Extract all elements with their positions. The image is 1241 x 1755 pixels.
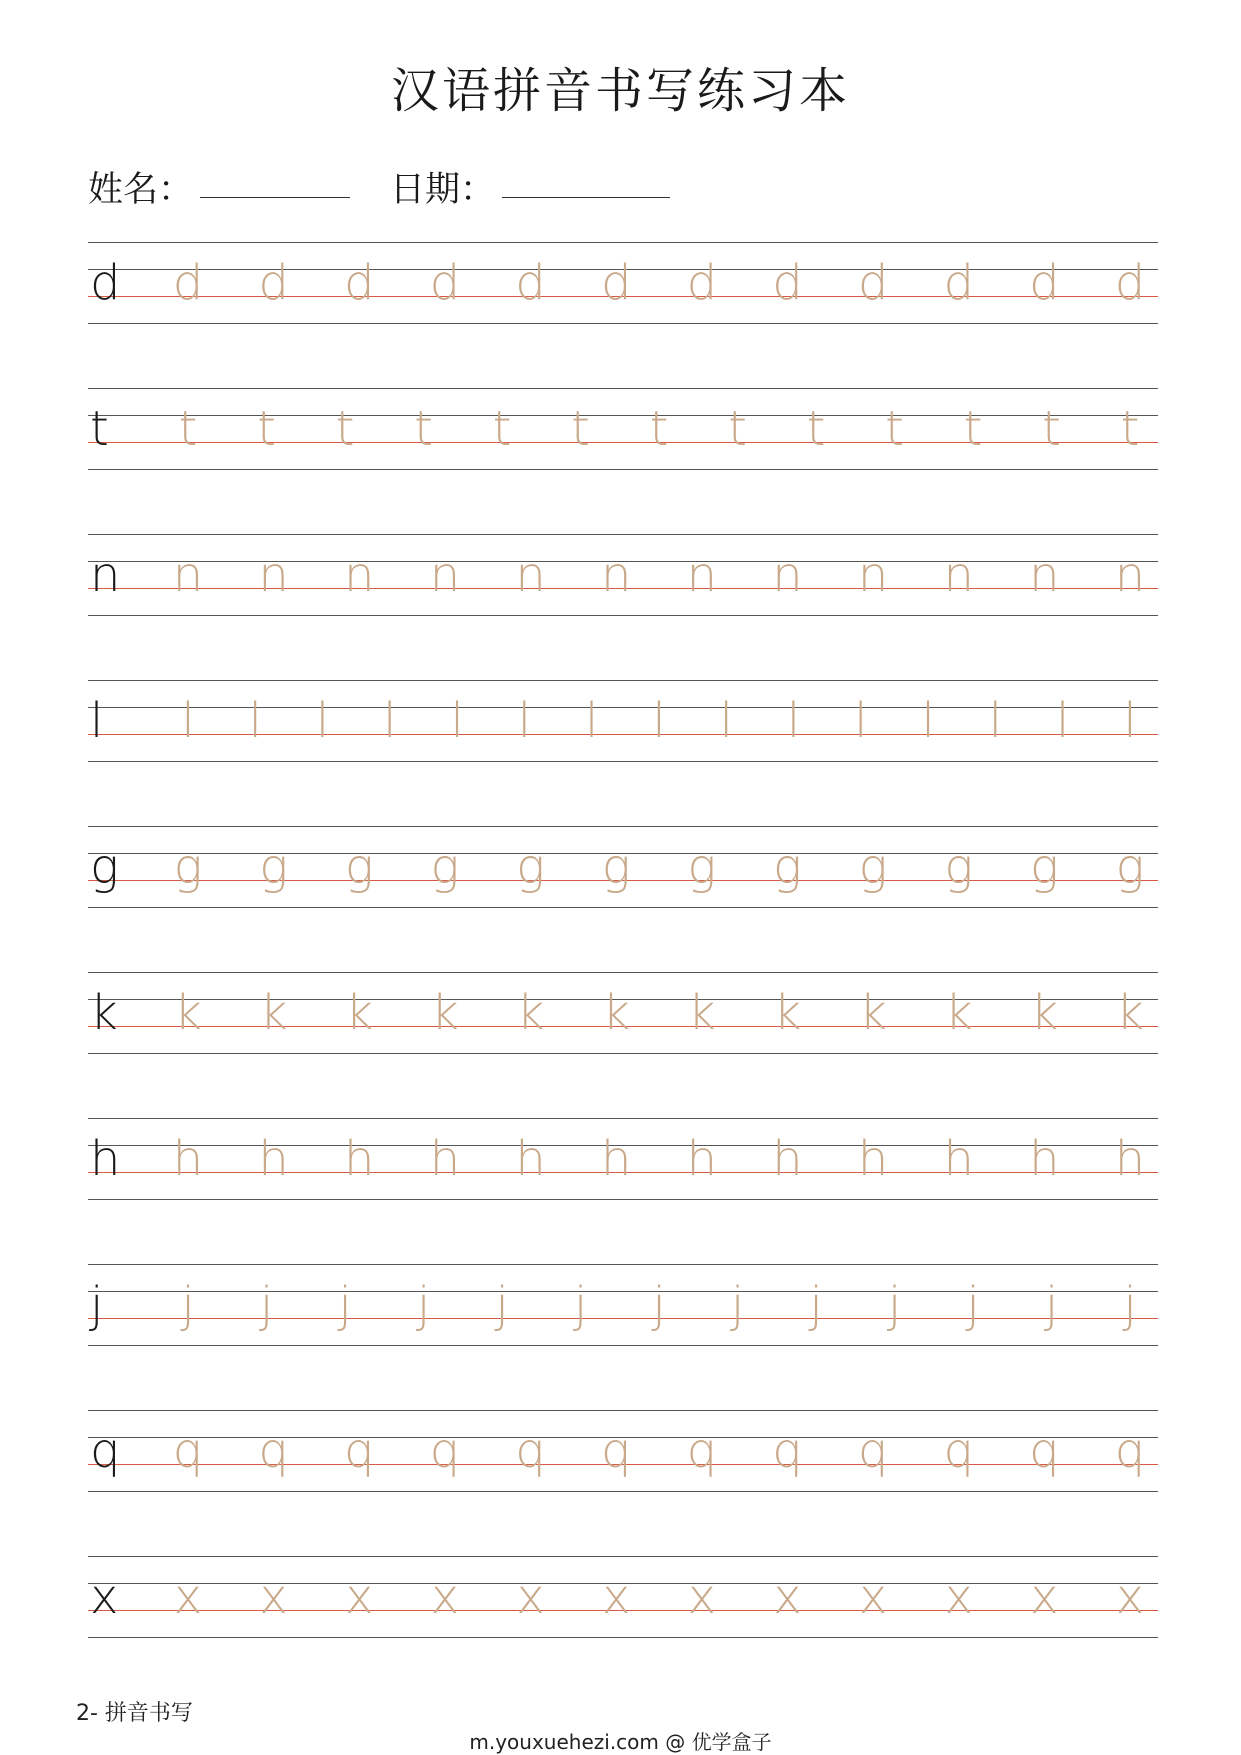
model-letter: d — [90, 255, 121, 311]
trace-letter: k — [431, 985, 459, 1041]
trace-letter: l — [652, 693, 666, 749]
practice-row — [88, 1118, 1158, 1200]
trace-letter: q — [686, 1423, 718, 1479]
trace-letter: t — [963, 401, 983, 457]
trace-letter: t — [178, 401, 198, 457]
trace-letter: x — [1030, 1569, 1059, 1625]
trace-letter: t — [414, 401, 433, 457]
practice-row — [88, 242, 1158, 324]
trace-letter: x — [858, 1569, 888, 1625]
model-letter: k — [90, 985, 118, 1041]
trace-letter: n — [1029, 547, 1060, 603]
trace-letter: x — [944, 1569, 973, 1625]
trace-letter: x — [516, 1569, 545, 1625]
trace-letter: q — [943, 1423, 974, 1479]
trace-letter: h — [600, 1131, 632, 1187]
trace-letter: k — [259, 985, 288, 1041]
trace-letter: n — [172, 547, 204, 603]
trace-letter: l — [988, 693, 1003, 749]
trace-letter: j — [1044, 1277, 1059, 1333]
trace-letter: h — [857, 1131, 889, 1187]
trace-letter: q — [172, 1423, 204, 1479]
trace-letter: h — [943, 1131, 974, 1187]
trace-letter: n — [686, 547, 718, 603]
trace-letter: q — [1029, 1423, 1060, 1479]
trace-letter: l — [1056, 693, 1070, 749]
trace-letter: l — [450, 693, 464, 749]
trace-letter: h — [515, 1131, 546, 1187]
trace-letter: d — [772, 255, 803, 311]
trace-letter: g — [173, 839, 203, 895]
name-label: 姓名： — [88, 170, 194, 210]
trace-letter: t — [257, 401, 276, 457]
model-letter: x — [90, 1569, 119, 1625]
trace-letter: k — [516, 985, 545, 1041]
trace-letter: l — [585, 693, 599, 749]
model-letter: h — [90, 1131, 121, 1187]
trace-letter: d — [686, 255, 718, 311]
trace-letter: n — [943, 547, 974, 603]
trace-letter: g — [858, 839, 888, 895]
guide-line-bottom — [88, 469, 1158, 470]
trace-letter: q — [1114, 1423, 1146, 1479]
name-blank-line[interactable] — [200, 197, 350, 198]
trace-letter: n — [258, 547, 289, 603]
trace-letter: k — [345, 985, 374, 1041]
trace-letter: j — [730, 1277, 745, 1333]
trace-letter: h — [1114, 1131, 1146, 1187]
trace-letter: g — [430, 839, 460, 895]
page-label: 2- 拼音书写 — [76, 1701, 193, 1726]
trace-letter: x — [173, 1569, 203, 1625]
model-letter: g — [90, 839, 119, 895]
trace-letter: h — [429, 1131, 461, 1187]
trace-letter: d — [857, 255, 889, 311]
trace-letter: d — [429, 255, 461, 311]
trace-letter: l — [786, 693, 801, 749]
trace-letter: d — [258, 255, 289, 311]
trace-letter: h — [344, 1131, 375, 1187]
model-letter: n — [90, 547, 121, 603]
trace-letter: g — [601, 839, 631, 895]
trace-letter: k — [687, 985, 716, 1041]
date-label: 日期： — [390, 170, 496, 210]
trace-letter: x — [345, 1569, 374, 1625]
trace-letter: n — [515, 547, 546, 603]
trace-letter: l — [248, 693, 262, 749]
trace-letter: n — [344, 547, 375, 603]
trace-letter: l — [854, 693, 868, 749]
practice-row — [88, 826, 1158, 908]
trace-letter: x — [259, 1569, 288, 1625]
trace-letter: j — [966, 1277, 980, 1333]
trace-letter: h — [1029, 1131, 1060, 1187]
page-title: 汉语拼音书写练习本 — [390, 63, 850, 119]
trace-letter: d — [172, 255, 204, 311]
trace-letter: l — [1123, 693, 1137, 749]
trace-letter: n — [600, 547, 632, 603]
trace-letter: j — [1123, 1277, 1137, 1333]
trace-letter: l — [383, 693, 397, 749]
model-letter: j — [90, 1277, 104, 1333]
trace-letter: d — [344, 255, 375, 311]
trace-letter: k — [1030, 985, 1059, 1041]
trace-letter: j — [495, 1277, 509, 1333]
trace-letter: t — [649, 401, 669, 457]
trace-letter: d — [943, 255, 974, 311]
practice-row — [88, 680, 1158, 762]
trace-letter: k — [859, 985, 887, 1041]
trace-letter: q — [857, 1423, 889, 1479]
trace-letter: t — [806, 401, 826, 457]
trace-letter: d — [600, 255, 632, 311]
trace-letter: l — [921, 693, 935, 749]
guide-line-top — [88, 1264, 1158, 1265]
trace-letter: g — [687, 839, 717, 895]
trace-letter: g — [1115, 839, 1145, 895]
guide-line-base — [88, 442, 1158, 443]
trace-letter: g — [944, 839, 974, 895]
trace-letter: l — [181, 693, 195, 749]
trace-letter: k — [773, 985, 802, 1041]
guide-line-base — [88, 1318, 1158, 1319]
guide-line-upper — [88, 1291, 1158, 1292]
trace-letter: l — [719, 693, 733, 749]
trace-letter: j — [338, 1277, 352, 1333]
trace-letter: j — [181, 1277, 195, 1333]
trace-letter: x — [430, 1569, 460, 1625]
trace-letter: g — [259, 839, 289, 895]
trace-letter: g — [344, 839, 374, 895]
trace-letter: h — [772, 1131, 803, 1187]
trace-letter: j — [416, 1277, 431, 1333]
trace-letter: x — [773, 1569, 802, 1625]
trace-letter: k — [944, 985, 973, 1041]
trace-letter: k — [602, 985, 631, 1041]
trace-letter: j — [573, 1277, 588, 1333]
trace-letter: k — [1116, 985, 1144, 1041]
trace-letter: j — [809, 1277, 823, 1333]
guide-line-bottom — [88, 1345, 1158, 1346]
trace-letter: q — [258, 1423, 289, 1479]
trace-letter: d — [1029, 255, 1060, 311]
trace-letter: t — [728, 401, 747, 457]
trace-letter: x — [687, 1569, 717, 1625]
trace-letter: n — [429, 547, 461, 603]
trace-letter: t — [571, 401, 590, 457]
trace-letter: g — [773, 839, 802, 895]
practice-row — [88, 534, 1158, 616]
trace-letter: t — [335, 401, 355, 457]
practice-row — [88, 972, 1158, 1054]
practice-row — [88, 388, 1158, 470]
practice-row — [88, 1264, 1158, 1346]
trace-letter: x — [601, 1569, 631, 1625]
model-letter: q — [90, 1423, 121, 1479]
trace-letter: j — [259, 1277, 274, 1333]
trace-letter: n — [1114, 547, 1146, 603]
trace-letter: h — [172, 1131, 204, 1187]
trace-letter: d — [515, 255, 546, 311]
trace-letter: h — [258, 1131, 289, 1187]
model-letter: l — [90, 693, 104, 749]
trace-letter: l — [315, 693, 330, 749]
trace-letter: h — [686, 1131, 718, 1187]
trace-letter: q — [772, 1423, 803, 1479]
model-letter: t — [90, 401, 109, 457]
site-credit: m.youxuehezi.com @ 优学盒子 — [469, 1730, 772, 1754]
practice-row — [88, 1556, 1158, 1638]
trace-letter: t — [492, 401, 512, 457]
trace-letter: d — [1114, 255, 1146, 311]
trace-letter: x — [1115, 1569, 1145, 1625]
guide-line-upper — [88, 415, 1158, 416]
trace-letter: k — [174, 985, 202, 1041]
trace-letter: n — [772, 547, 803, 603]
trace-letter: j — [652, 1277, 666, 1333]
trace-letter: q — [600, 1423, 632, 1479]
practice-row — [88, 1410, 1158, 1492]
trace-letter: t — [885, 401, 904, 457]
trace-letter: j — [887, 1277, 902, 1333]
trace-letter: g — [1029, 839, 1059, 895]
trace-letter: t — [1120, 401, 1140, 457]
trace-letter: q — [429, 1423, 461, 1479]
trace-letter: l — [517, 693, 532, 749]
trace-letter: q — [515, 1423, 546, 1479]
trace-letter: q — [344, 1423, 375, 1479]
guide-line-top — [88, 388, 1158, 389]
trace-letter: t — [1042, 401, 1061, 457]
date-blank-line[interactable] — [502, 197, 670, 198]
trace-letter: g — [516, 839, 545, 895]
trace-letter: n — [857, 547, 889, 603]
